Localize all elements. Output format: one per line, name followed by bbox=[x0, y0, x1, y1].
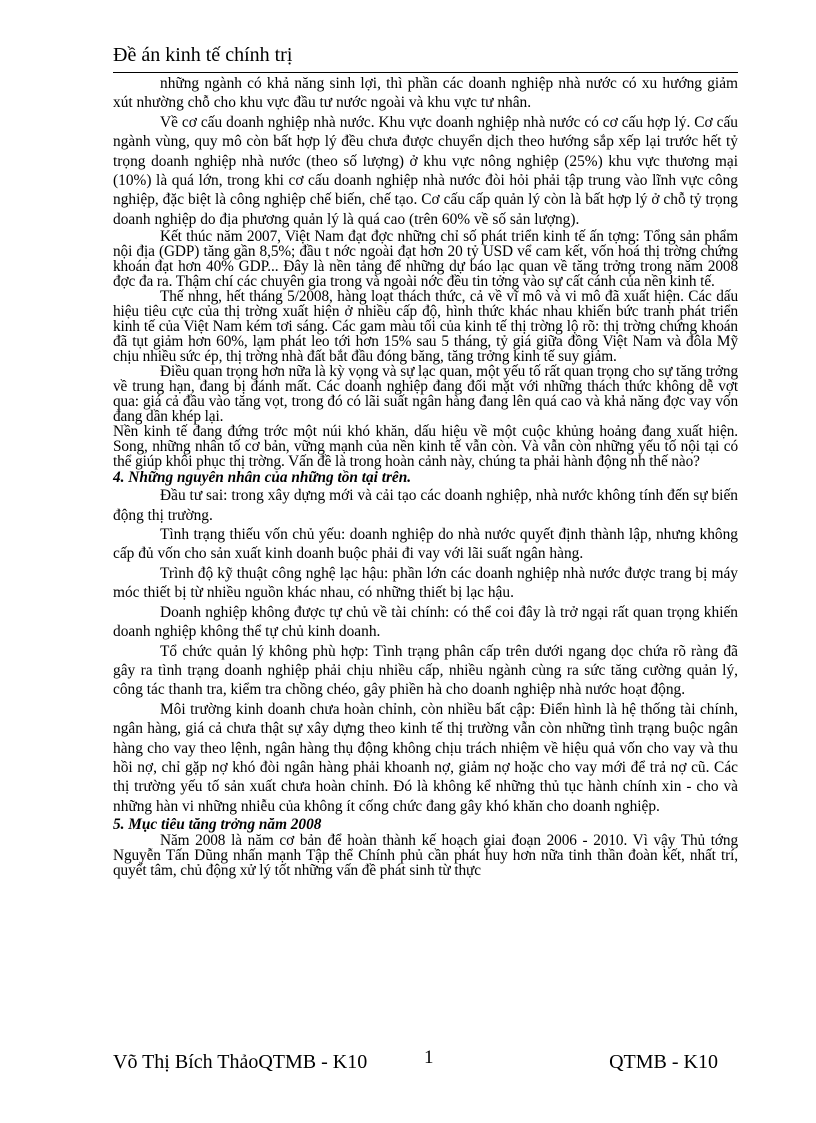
paragraph: Nền kinh tế đang đứng trớc một núi khó khăn, dấu hiệu về một cuộc khủng hoảng đang xuất hiện. Song, những nhân tố cơ bản, vững mạnh của nền kinh tế vẫn còn. Và vẫn còn những yếu tố nội tại có thể giúp khôi phục thị trờng. Vấn đề là trong hoàn cảnh này, chúng ta phải hành động nh thế nào? bbox=[113, 423, 738, 471]
page-header-title: Đề án kinh tế chính trị bbox=[113, 44, 293, 66]
page-number: 1 bbox=[424, 1047, 434, 1068]
paragraph: Trình độ kỹ thuật công nghệ lạc hậu: phần lớn các doanh nghiệp nhà nước được trang bị máy móc thiết bị từ nhiều nguồn khác nhau, có những thiết bị lạc hậu. bbox=[113, 564, 738, 602]
paragraph: Tổ chức quản lý không phù hợp: Tình trạng phân cấp trên dưới ngang dọc chứa rõ ràng đã gây ra tình trạng doanh nghiệp phải chịu nhiều cấp, nhiều ngành cùng ra sức tăng cường quản lý, công tác thanh tra, kiểm tra chồng chéo, gây phiền hà cho doanh nghiệp nhà nước hoạt động. bbox=[113, 642, 738, 699]
footer-author: Võ Thị Bích ThảoQTMB - K10 bbox=[113, 1051, 368, 1073]
footer-class: QTMB - K10 bbox=[609, 1051, 718, 1073]
paragraph: Điều quan trọng hơn nữa là kỳ vọng và sự lạc quan, một yếu tố rất quan trọng cho sự tăng trởng về trung hạn, đang bị đánh mất. Các doanh nghiệp đang đối mặt với những thách thức không dễ vợt qua: giá cả đầu vào tăng vọt, trong đó có lãi suất ngân hàng đang lên quá cao và khả năng đợc vay vốn đang dần khép lại. bbox=[113, 363, 738, 426]
document-body bbox=[113, 74, 738, 878]
section-heading-5: 5. Mục tiêu tăng trởng năm 2008 bbox=[113, 816, 322, 834]
section-heading-4: 4. Những nguyên nhân của những tồn tại trên. bbox=[113, 469, 412, 487]
paragraph: Tình trạng thiếu vốn chủ yếu: doanh nghiệp do nhà nước quyết định thành lập, nhưng không cấp đủ vốn cho sản xuất kinh doanh buộc phải đi vay với lãi suất ngân hàng. bbox=[113, 526, 738, 563]
paragraph: Năm 2008 là năm cơ bản để hoàn thành kế hoạch giai đoạn 2006 - 2010. Vì vậy Thủ tớng Nguyễn Tấn Dũng nhấn mạnh Tập thể Chính phủ cần phát huy hơn nữa tinh thần đoàn kết, nhất trí, quyết tâm, chủ động xử lý tốt những vấn đề phát sinh từ thực bbox=[113, 832, 738, 880]
paragraph: Doanh nghiệp không được tự chủ về tài chính: có thể coi đây là trở ngại rất quan trọng khiến doanh nghiệp không thể tự chủ kinh doanh. bbox=[113, 603, 738, 641]
page-footer bbox=[113, 1047, 718, 1077]
paragraph: Về cơ cấu doanh nghiệp nhà nước. Khu vực doanh nghiệp nhà nước có cơ cấu hợp lý. Cơ cấu ngành vùng, quy mô còn bất hợp lý đều chưa được chuyển dịch theo hướng sắp xếp lại trước hết tỷ trọng doanh nghiệp nhà nước (theo số lượng) ở khu vực nông nghiệp (25%) khu vực thương mại (10%) là quá lớn, trong khi cơ cấu doanh nghiệp nhà nước đòi hỏi phải tập trung vào lĩnh vực công nghiệp, đặc biệt là công nghiệp chế biến, chế tạo. Cơ cấu cấp quản lý còn là bất hợp lý ở chỗ tỷ trọng doanh nghiệp do địa phương quản lý là quá cao (trên 60% về số sản lượng). bbox=[113, 113, 738, 228]
paragraph: Kết thúc năm 2007, Việt Nam đạt đợc những chỉ số phát triển kinh tế ấn tợng: Tổng sản phẩm nội địa (GDP) tăng gần 8,5%; đầu t nớc ngoài đạt hơn 20 tỷ USD vể cam kết, vốn hoá thị trờng chứng khoán đạt hơn 40% GDP... Đây là nền tảng để những dự báo lạc quan về tăng trởng trong năm 2008 đợc đa ra. Thậm chí các chuyên gia trong và ngoài nớc đều tin tởng vào sự cất cánh của nền kinh tế. bbox=[113, 228, 738, 291]
header-rule bbox=[113, 72, 738, 73]
paragraph: những ngành có khả năng sinh lợi, thì phần các doanh nghiệp nhà nước có xu hướng giảm xút nhường chỗ cho khu vực đầu tư nước ngoài và khu vực tư nhân. bbox=[113, 75, 738, 112]
paragraph: Đầu tư sai: trong xây dựng mới và cải tạo các doanh nghiệp, nhà nước không tính đến sự biến động thị trường. bbox=[113, 487, 738, 524]
paragraph: Thế nhng, hết tháng 5/2008, hàng loạt thách thức, cả về vĩ mô và vi mô đã xuất hiện. Các dấu hiệu tiêu cực của thị trờng xuất hiện ở nhiều cấp độ, hình thức khác nhau khiến bức tranh phát triển kinh tế của Việt Nam kém tơi sáng. Các gam màu tối của kinh tế thị trờng lộ rõ: thị trờng chứng khoán đã tụt giảm hơn 60%, lạm phát leo tới hơn 15% sau 5 tháng, tỷ giá giữa đồng Việt Nam và đôla Mỹ chịu nhiều sức ép, thị trờng nhà đất bắt đầu đóng băng, tăng trởng kinh tế suy giảm. bbox=[113, 288, 738, 366]
paragraph: Môi trường kinh doanh chưa hoàn chỉnh, còn nhiều bất cập: Điển hình là hệ thống tài chính, ngân hàng, giá cả chưa thật sự xây dựng theo kinh tế thị trường vẫn còn những tình trạng buộc ngân hàng cho vay theo lệnh, ngân hàng thụ động không chịu trách nhiệm về hiệu quả vốn cho vay và thu hồi nợ, chỉ gặp nợ khó đòi ngân hàng phải khoanh nợ, giảm nợ hoặc cho vay mới để trả nợ cũ. Các thị trường yếu tố sản xuất chưa hoàn chỉnh. Đó là không kể những thủ tục hành chính xin - cho và những hàn vi những nhiễu của không ít cống chức đang gây khó khăn cho doanh nghiệp. bbox=[113, 700, 738, 815]
